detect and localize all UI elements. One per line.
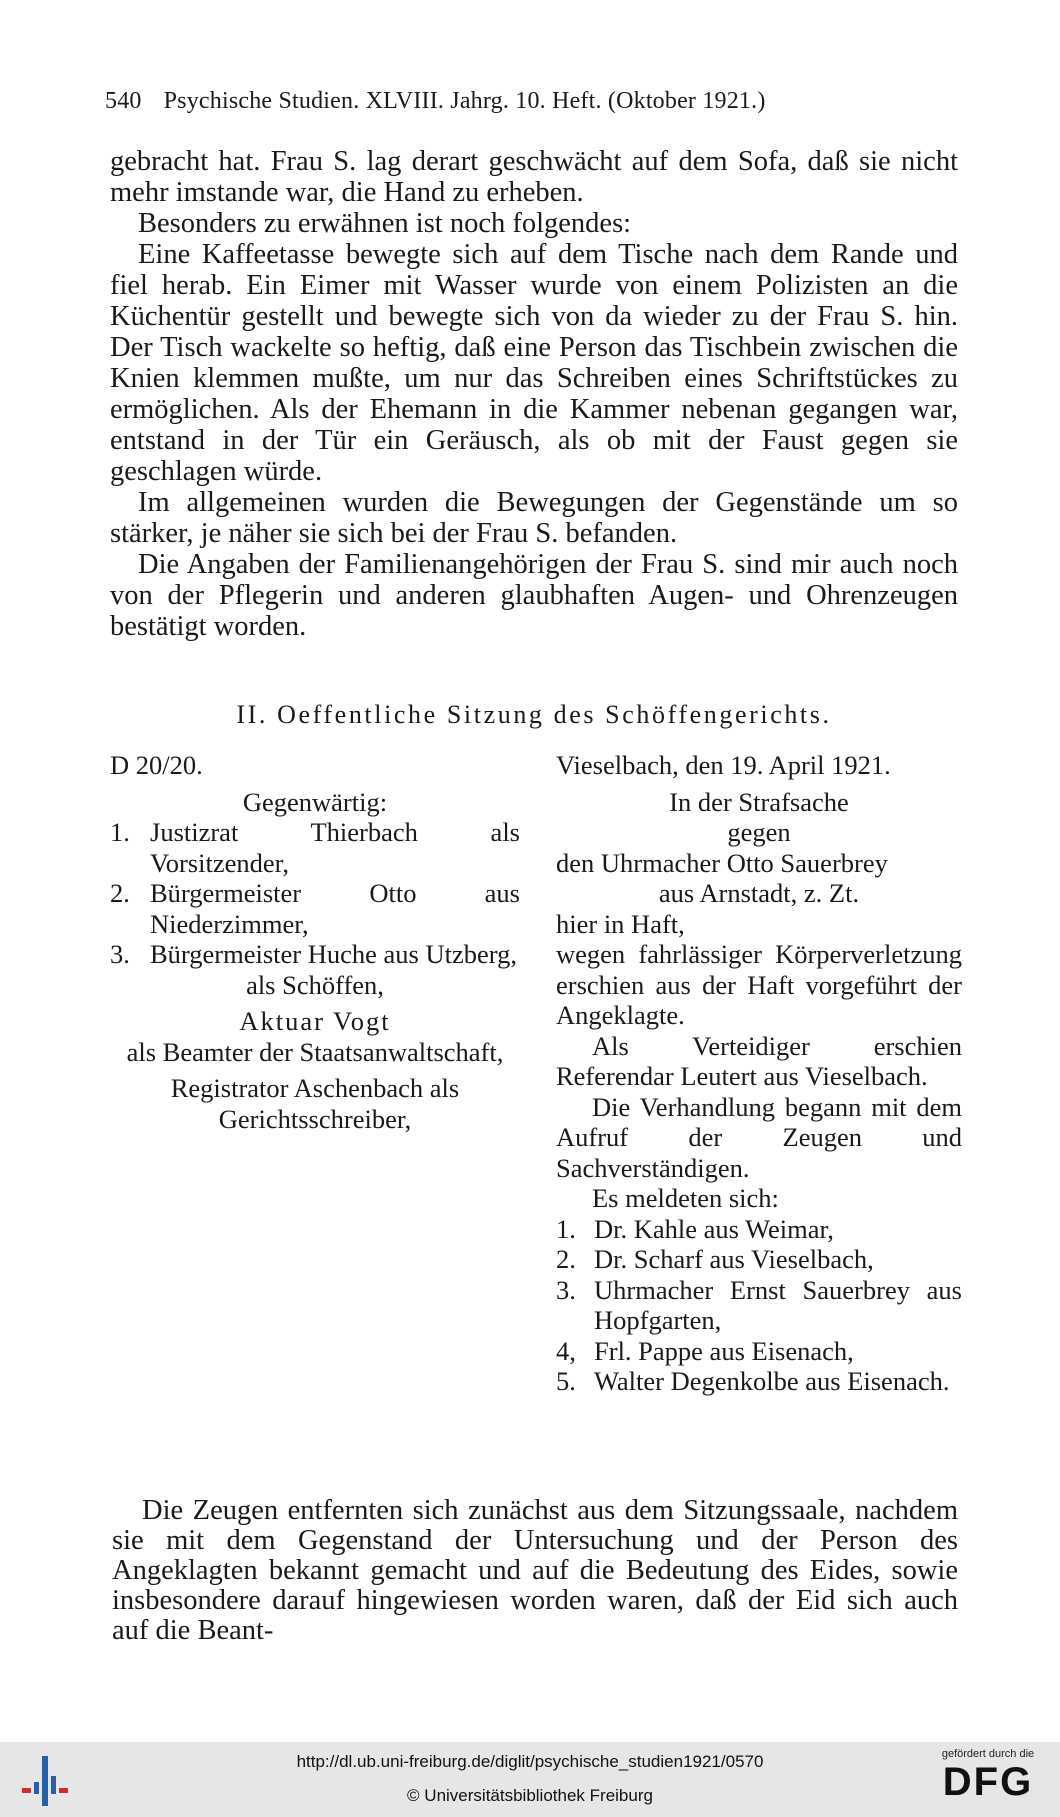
document-url[interactable]: http://dl.ub.uni-freiburg.de/diglit/psychische_studien1921/0570 xyxy=(296,1752,764,1771)
running-header xyxy=(105,88,895,115)
page-number: 540 xyxy=(105,88,142,114)
dfg-funded-text: gefördert durch die xyxy=(941,1748,1035,1760)
place-date: Vieselbach, den 19. April 1921. xyxy=(556,750,891,780)
member-item xyxy=(110,817,520,878)
defender-text: Als Verteidiger erschien Referendar Leutert aus Vieselbach. xyxy=(556,1030,962,1091)
body-text xyxy=(110,146,958,642)
witness-item xyxy=(556,1366,962,1397)
members-list xyxy=(110,817,520,970)
body-paragraph: Eine Kaffeetasse bewegte sich auf dem Tische nach dem Rande und fiel herab. Ein Eimer mit Wasser wurde von einem Polizisten an die Küchentür gestellt und bewegte sich von da wieder zu der Frau S. hin. Der Tisch wackelte so heftig, daß eine Person das Tischbein zwischen die Knien klemmen mußte, um nur das Schreiben eines Schriftstückes zu ermöglichen. Als der Ehemann in die Kammer nebenan gegangen war, entstand in der Tür ein Geräusch, als ob mit der Faust gegen sie geschlagen würde. xyxy=(110,239,958,487)
witness-number: 5. xyxy=(556,1366,576,1396)
member-item xyxy=(110,878,520,939)
running-title: Psychische Studien. XLVIII. Jahrg. 10. Heft. (Oktober 1921.) xyxy=(163,88,766,114)
witness-item xyxy=(556,1336,962,1367)
bottom-paragraph-block xyxy=(112,1496,958,1646)
member-number: 3. xyxy=(110,939,130,969)
section-title: II. Oeffentliche Sitzung des Schöffengerichts. xyxy=(236,700,832,729)
aktuar: Aktuar Vogt xyxy=(239,1006,391,1036)
hearing-text: Die Verhandlung begann mit dem Aufruf der Zeugen und Sachverständigen. xyxy=(556,1091,962,1183)
witness-text: Walter Degenkolbe aus Eisenach. xyxy=(594,1366,950,1396)
member-text: Bürgermeister Huche aus Utzberg, xyxy=(150,939,517,969)
registered-label: Es meldeten sich: xyxy=(592,1183,779,1213)
witness-text: Dr. Scharf aus Vieselbach, xyxy=(594,1244,874,1274)
body-paragraph: Die Angaben der Familienangehörigen der Frau S. sind mir auch noch von der Pflegerin und anderen glaubhaften Augen- und Ohrenzeugen bestätigt worden. xyxy=(110,549,958,642)
registrator: Registrator Aschenbach als Gerichtsschreiber, xyxy=(170,1073,460,1134)
witness-number: 3. xyxy=(556,1274,576,1305)
member-text: Bürgermeister Otto aus Niederzimmer, xyxy=(150,878,520,939)
dfg-logo xyxy=(928,1748,1048,1814)
witness-text: Frl. Pappe aus Eisenach, xyxy=(594,1335,854,1366)
charge-text: wegen fahrlässiger Körperverletzung erschien aus der Haft vorgeführt der Angeklagte. xyxy=(556,939,962,1030)
left-column xyxy=(110,750,520,1134)
witness-item xyxy=(556,1275,962,1336)
copyright-text: © Universitätsbibliothek Freiburg xyxy=(407,1786,653,1805)
body-paragraph: gebracht hat. Frau S. lag derart geschwächt auf dem Sofa, daß sie nicht mehr imstande war, die Hand zu erheben. xyxy=(110,146,958,208)
aktuar-role: als Beamter der Staatsanwaltschaft, xyxy=(126,1036,504,1067)
witness-number: 1. xyxy=(556,1213,576,1244)
present-label: Gegenwärtig: xyxy=(242,786,388,817)
witness-number: 4, xyxy=(556,1335,576,1366)
witness-number: 2. xyxy=(556,1244,576,1274)
witness-list xyxy=(556,1214,962,1397)
witness-text: Uhrmacher Ernst Sauerbrey aus Hopfgarten, xyxy=(594,1274,962,1335)
right-column xyxy=(556,750,962,1397)
member-number: 1. xyxy=(110,817,130,847)
bottom-paragraph: Die Zeugen entfernten sich zunächst aus dem Sitzungssaale, nachdem sie mit dem Gegenstand der Untersuchung und der Person des Angeklagten bekannt gemacht und auf die Bedeutung des Eides, sowie insbesondere darauf hingewiesen worden waren, daß der Eid sich auch auf die Beant- xyxy=(112,1495,958,1646)
defendant-line-1: den Uhrmacher Otto Sauerbrey xyxy=(556,847,888,878)
witness-item xyxy=(556,1214,962,1245)
as-schoeffen: als Schöffen, xyxy=(246,969,384,1000)
case-line-2: gegen xyxy=(727,817,791,847)
defendant-line-3: hier in Haft, xyxy=(556,908,685,939)
footer-bar xyxy=(0,1742,1060,1817)
witness-text: Dr. Kahle aus Weimar, xyxy=(594,1213,834,1244)
defendant-line-2: aus Arnstadt, z. Zt. xyxy=(658,878,860,908)
witness-item xyxy=(556,1244,962,1275)
case-number: D 20/20. xyxy=(110,750,203,780)
body-paragraph: Besonders zu erwähnen ist noch folgendes: xyxy=(138,208,632,239)
body-paragraph: Im allgemeinen wurden die Bewegungen der Gegenstände um so stärker, je näher sie sich bei der Frau S. befanden. xyxy=(110,487,958,549)
member-item xyxy=(110,939,520,970)
member-number: 2. xyxy=(110,878,130,908)
dfg-logo-text: DFG xyxy=(942,1760,1034,1804)
case-line-1: In der Strafsache xyxy=(669,786,849,817)
member-text: Justizrat Thierbach als Vorsitzender, xyxy=(150,817,520,878)
